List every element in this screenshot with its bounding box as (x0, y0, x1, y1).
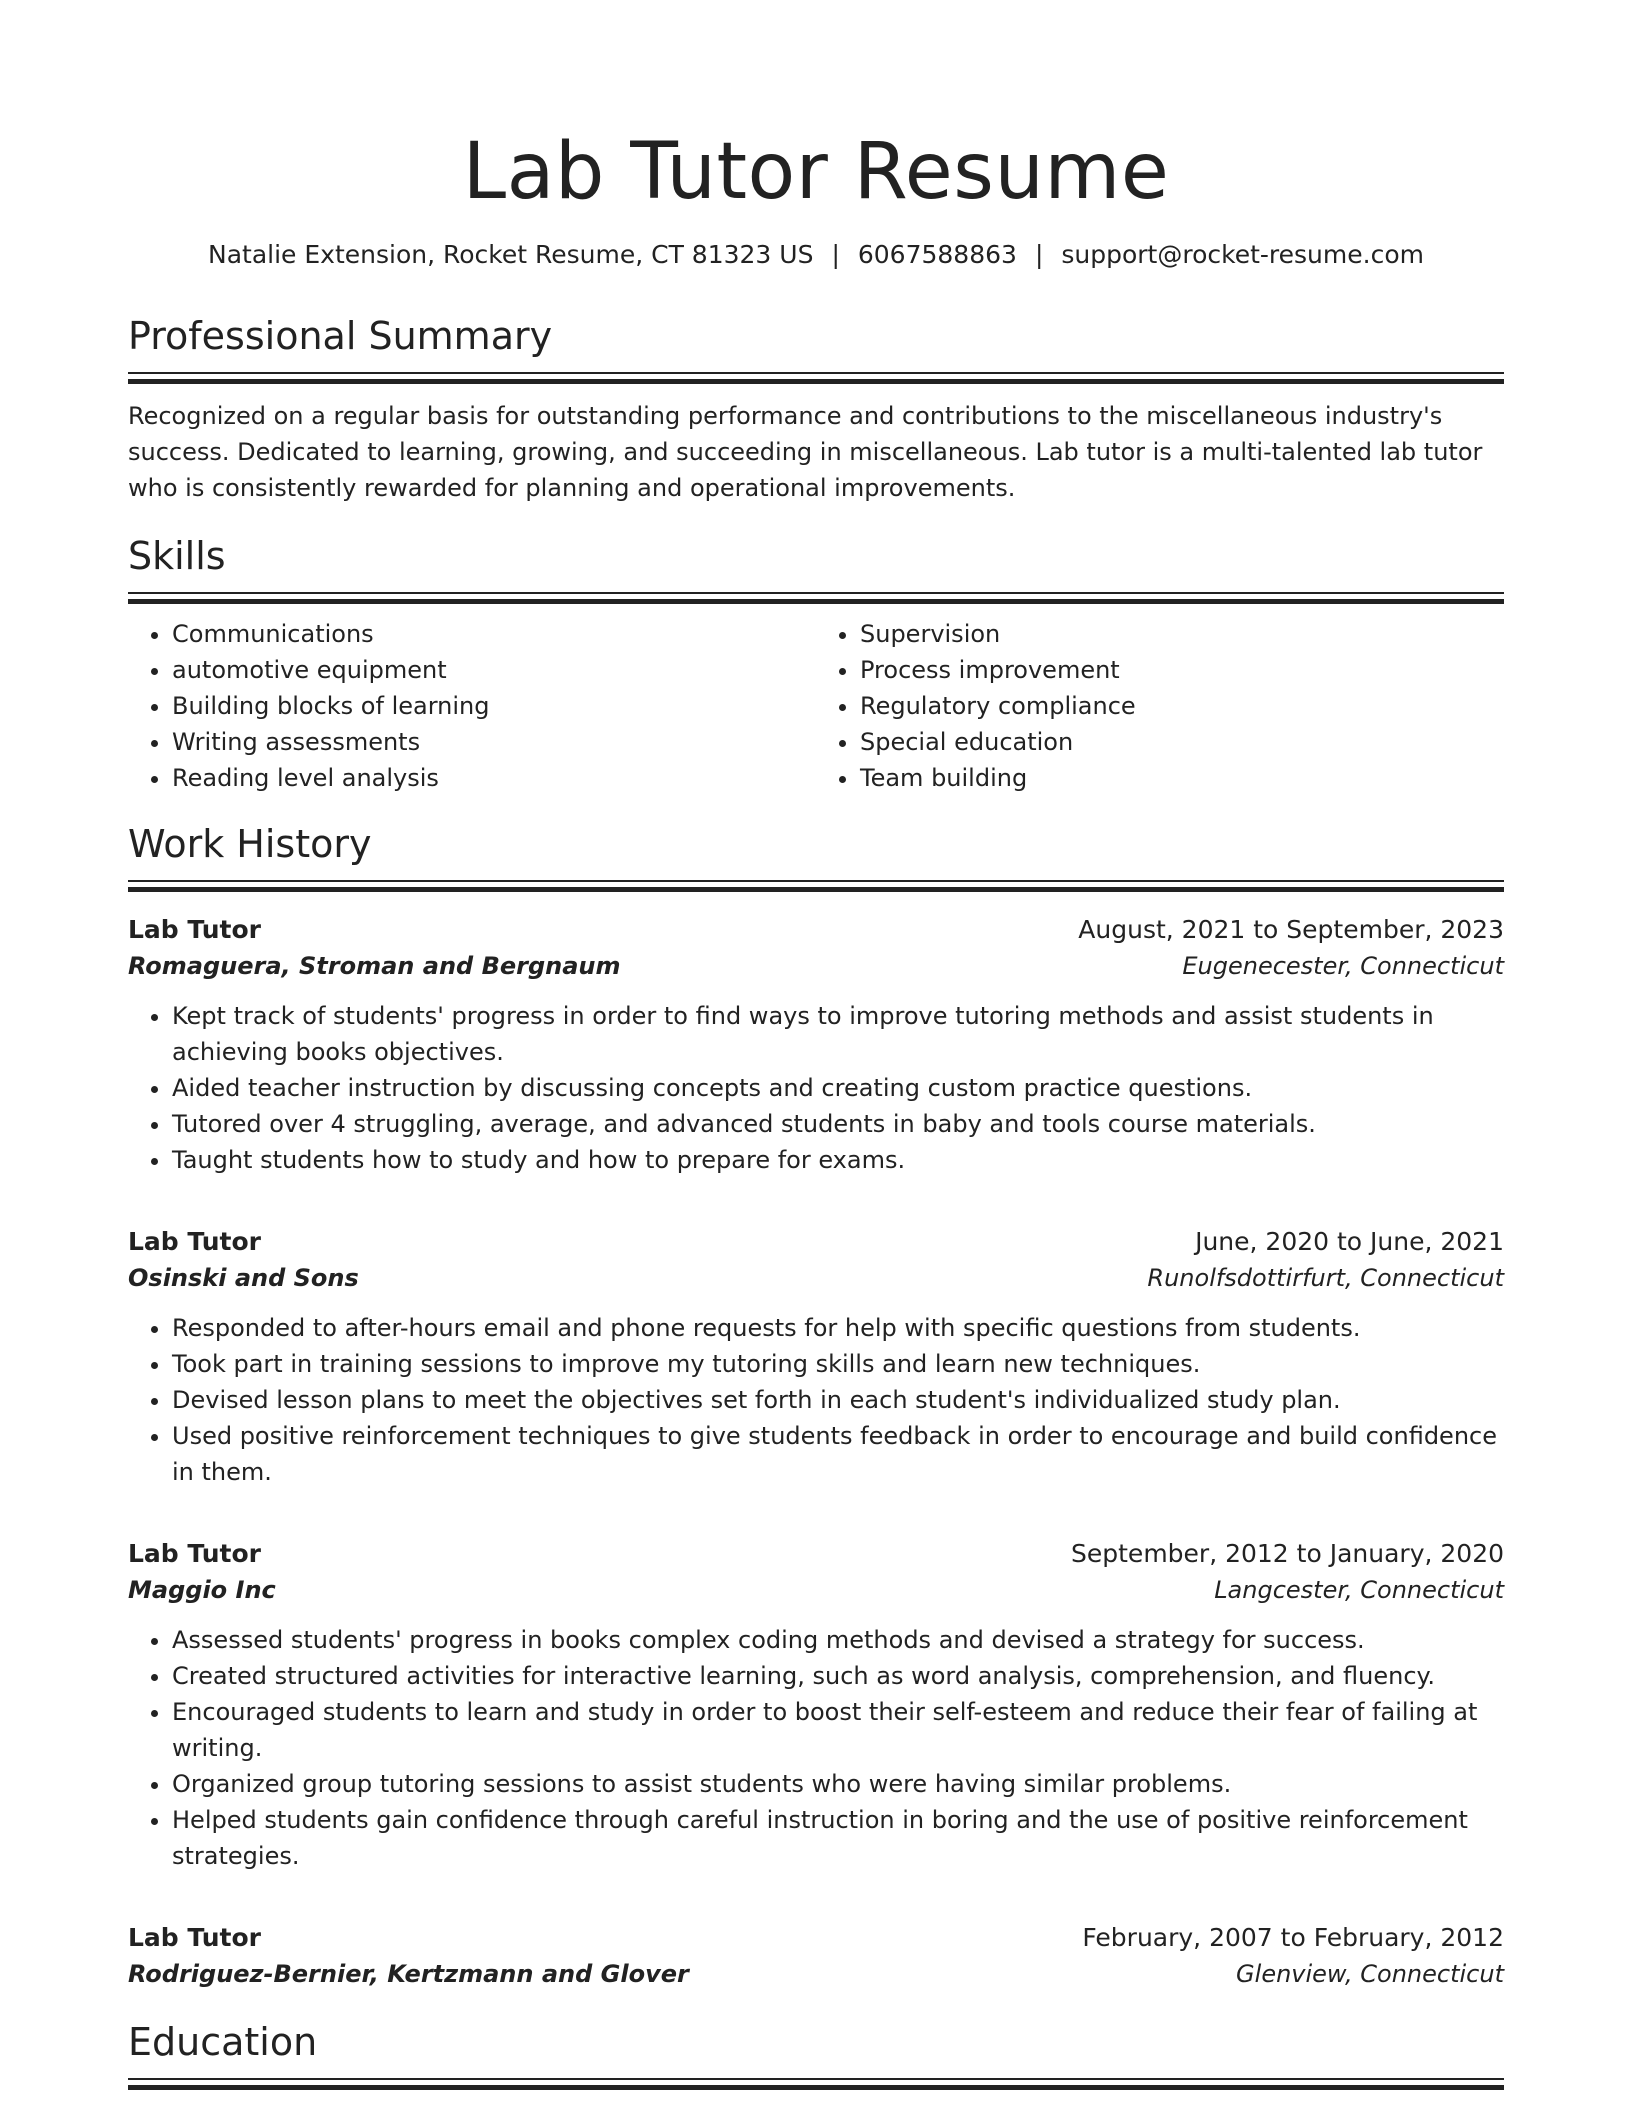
job-spacer (128, 1178, 1504, 1206)
work-history-section (128, 820, 1504, 1992)
job-entry (128, 912, 1504, 1178)
skill-item: • Communications (172, 616, 816, 652)
contact-address: Natalie Extension, Rocket Resume, CT 81323 US (208, 240, 814, 269)
job-entry (128, 1536, 1504, 1874)
skill-item: • Team building (860, 760, 1504, 796)
skill-item: • Reading level analysis (172, 760, 816, 796)
job-bullet: • Helped students gain confidence through careful instruction in boring and the use of positive reinforcement strategies. (172, 1802, 1504, 1874)
skill-item: • Supervision (860, 616, 1504, 652)
job-company: Maggio Inc (128, 1576, 276, 1604)
job-header-row (128, 1224, 1504, 1260)
job-header-row (128, 1920, 1504, 1956)
contact-line (128, 238, 1504, 272)
section-heading: Education (128, 2020, 318, 2064)
contact-phone: 6067588863 (857, 240, 1017, 269)
job-header-row (128, 1536, 1504, 1572)
section-heading: Skills (128, 534, 226, 578)
job-company: Osinski and Sons (128, 1264, 359, 1292)
job-bullet: • Used positive reinforcement techniques to give students feedback in order to encourage and build confidence in them. (172, 1418, 1504, 1490)
job-bullet-list (128, 1310, 1504, 1490)
job-bullet-list (128, 1622, 1504, 1874)
job-location: Langcester, Connecticut (1214, 1576, 1504, 1604)
skill-item: • Special education (860, 724, 1504, 760)
job-title: Lab Tutor (128, 1539, 261, 1568)
professional-summary-section (128, 312, 1504, 506)
job-dates: September, 2012 to January, 2020 (1071, 1539, 1504, 1568)
job-location: Eugenecester, Connecticut (1182, 952, 1504, 980)
skills-section (128, 532, 1504, 796)
skills-grid (128, 616, 1504, 796)
job-company-row (128, 1260, 1504, 1296)
skills-column-right (816, 616, 1504, 796)
job-bullet: • Kept track of students' progress in order to find ways to improve tutoring methods and assist students in achieving books objectives. (172, 998, 1504, 1070)
job-company-row (128, 1956, 1504, 1992)
contact-separator: | (1034, 240, 1044, 269)
job-location: Glenview, Connecticut (1236, 1960, 1504, 1988)
job-dates: June, 2020 to June, 2021 (1195, 1227, 1504, 1256)
job-bullet: • Took part in training sessions to improve my tutoring skills and learn new techniques. (172, 1346, 1504, 1382)
job-title: Lab Tutor (128, 915, 261, 944)
job-bullet-list (128, 998, 1504, 1178)
summary-text: Recognized on a regular basis for outstanding performance and contributions to the miscellaneous industry's success. Dedicated to learning, growing, and succeeding in miscellaneous. Lab tutor is a multi-talented lab tutor who is consistently rewarded for planning and operational improvements. (128, 402, 1483, 502)
job-header-row (128, 912, 1504, 948)
job-bullet: • Created structured activities for interactive learning, such as word analysis, comprehension, and fluency. (172, 1658, 1504, 1694)
section-divider (128, 372, 1504, 386)
job-company: Rodriguez-Bernier, Kertzmann and Glover (128, 1960, 689, 1988)
skill-item: • automotive equipment (172, 652, 816, 688)
job-title: Lab Tutor (128, 1227, 261, 1256)
section-heading: Work History (128, 822, 372, 866)
education-section (128, 2018, 1504, 2092)
job-entry (128, 1224, 1504, 1490)
job-company-row (128, 948, 1504, 984)
section-heading: Professional Summary (128, 314, 553, 358)
job-company: Romaguera, Stroman and Bergnaum (128, 952, 621, 980)
job-bullet: • Tutored over 4 struggling, average, and advanced students in baby and tools course materials. (172, 1106, 1504, 1142)
job-company-row (128, 1572, 1504, 1608)
job-dates: February, 2007 to February, 2012 (1082, 1923, 1504, 1952)
job-bullet: • Aided teacher instruction by discussing concepts and creating custom practice questions. (172, 1070, 1504, 1106)
job-bullet: • Assessed students' progress in books complex coding methods and devised a strategy for success. (172, 1622, 1504, 1658)
skill-item: • Writing assessments (172, 724, 816, 760)
job-location: Runolfsdottirfurt, Connecticut (1147, 1264, 1504, 1292)
skill-item: • Regulatory compliance (860, 688, 1504, 724)
section-divider (128, 880, 1504, 894)
job-spacer (128, 1874, 1504, 1902)
job-bullet: • Organized group tutoring sessions to assist students who were having similar problems. (172, 1766, 1504, 1802)
skills-column-left (128, 616, 816, 796)
skill-item: • Building blocks of learning (172, 688, 816, 724)
job-bullet: • Responded to after-hours email and phone requests for help with specific questions from students. (172, 1310, 1504, 1346)
contact-separator: | (831, 240, 840, 269)
resume-title: Lab Tutor Resume (462, 127, 1170, 217)
job-spacer (128, 1490, 1504, 1518)
contact-email: support@rocket-resume.com (1061, 240, 1424, 269)
section-divider (128, 2078, 1504, 2092)
job-bullet: • Taught students how to study and how to prepare for exams. (172, 1142, 1504, 1178)
job-entry (128, 1920, 1504, 1992)
job-bullet: • Encouraged students to learn and study in order to boost their self-esteem and reduce their fear of failing at writing. (172, 1694, 1504, 1766)
section-divider (128, 592, 1504, 606)
skill-item: • Process improvement (860, 652, 1504, 688)
job-bullet: • Devised lesson plans to meet the objectives set forth in each student's individualized study plan. (172, 1382, 1504, 1418)
job-title: Lab Tutor (128, 1923, 261, 1952)
job-dates: August, 2021 to September, 2023 (1078, 915, 1504, 944)
